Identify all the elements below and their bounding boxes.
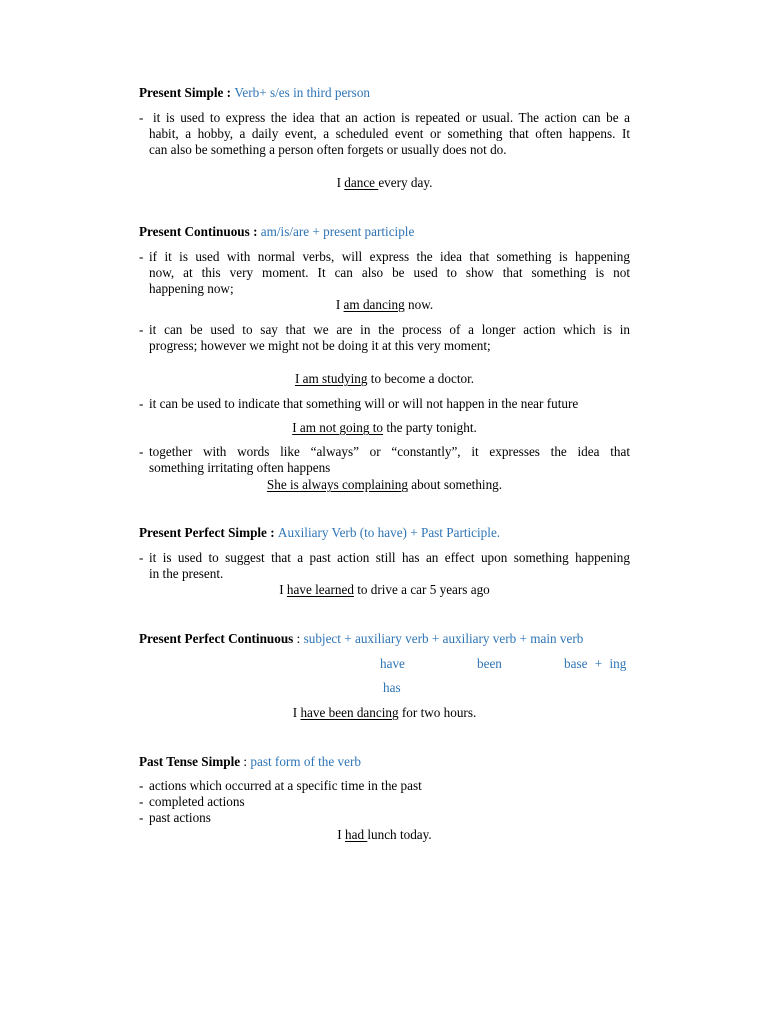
example-sentence: I have been dancing for two hours. — [292, 705, 477, 720]
list-item: completed actions — [149, 794, 245, 809]
example-sentence: I am studying to become a doctor. — [294, 371, 475, 386]
text-line: it is used to express the idea that an action is repeated or usual. The action can be a — [153, 110, 630, 125]
formula-been: been — [477, 656, 502, 671]
example-sentence: I dance every day. — [336, 175, 433, 190]
text-line: can also be something a person often forgets or usually does not do. — [149, 142, 507, 157]
formula-has: has — [383, 680, 401, 695]
bullet-dash: - — [139, 322, 144, 337]
text-line: habit, a hobby, a daily event, a scheduled event or something that often happens. It — [149, 126, 630, 141]
text-line: it can be used to say that we are in the process of a longer action which is in — [149, 322, 630, 337]
text-line: something irritating often happens — [149, 460, 331, 475]
text-line: now, at this very moment. It can also be used to show that something is not — [149, 265, 630, 280]
example-sentence: I have learned to drive a car 5 years ago — [279, 582, 490, 597]
bullet-dash: - — [139, 794, 144, 809]
formula-have: have — [380, 656, 405, 671]
example-sentence: I am dancing now. — [335, 297, 434, 312]
list-item: past actions — [149, 810, 211, 825]
bullet-dash: - — [139, 396, 144, 411]
past-tense-simple-heading: Past Tense Simple : past form of the verb — [139, 754, 361, 769]
present-simple-heading: Present Simple : Verb+ s/es in third person — [139, 85, 371, 100]
bullet-dash: - — [139, 249, 144, 264]
bullet-dash: - — [139, 110, 144, 125]
text-line: it can be used to indicate that something will or will not happen in the near future — [149, 396, 579, 411]
bullet-dash: - — [139, 444, 144, 459]
bullet-dash: - — [139, 778, 144, 793]
formula-base-ing: base + ing — [564, 656, 627, 671]
list-item: actions which occurred at a specific time in the past — [149, 778, 422, 793]
text-line: if it is used with normal verbs, will express the idea that something is happening — [149, 249, 630, 264]
example-sentence: I had lunch today. — [337, 827, 432, 842]
text-line: progress; however we might not be doing it at this very moment; — [149, 338, 491, 353]
text-line: happening now; — [149, 281, 234, 296]
text-line: it is used to suggest that a past action still has an effect upon something happening — [149, 550, 630, 565]
bullet-dash: - — [139, 810, 144, 825]
present-continuous-heading: Present Continuous : am/is/are + present participle — [139, 224, 415, 239]
bullet-dash: - — [139, 550, 144, 565]
present-perfect-continuous-heading: Present Perfect Continuous : subject + auxiliary verb + auxiliary verb + main verb — [139, 631, 584, 646]
example-sentence: She is always complaining about something. — [266, 477, 503, 492]
text-line: in the present. — [149, 566, 224, 581]
present-perfect-simple-heading: Present Perfect Simple : Auxiliary Verb (to have) + Past Participle. — [139, 525, 501, 540]
text-line: together with words like “always” or “constantly”, it expresses the idea that — [149, 444, 630, 459]
example-sentence: I am not going to the party tonight. — [292, 420, 477, 435]
